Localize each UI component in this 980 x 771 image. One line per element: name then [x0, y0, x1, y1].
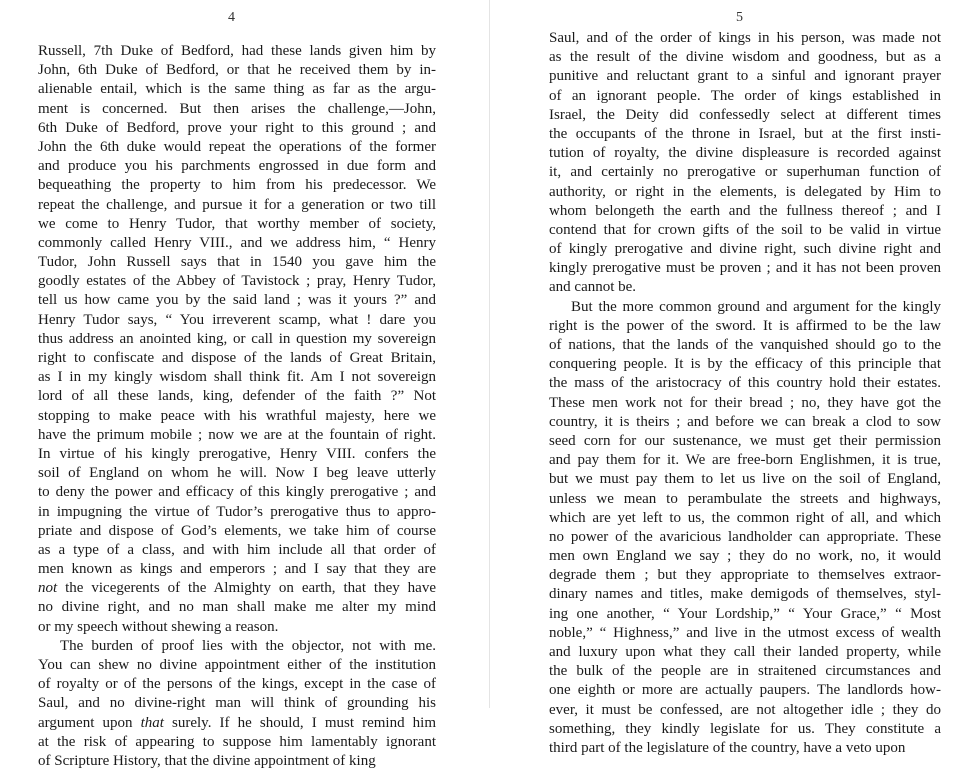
text-line: of Scripture History, that the divine appointment of king — [38, 752, 376, 769]
text-line: and pay them for it. We are free-born Englishmen, it is true, — [549, 452, 941, 469]
text-line: lord of all these lands, king, defender of the faith ?” Not — [38, 388, 436, 405]
text-line: Henry Tudor says, “ You irreverent scamp, what ! dare you — [38, 311, 436, 328]
text-line: repeat the challenge, and pursue it for a generation or two till — [38, 196, 436, 213]
line-text: the vicegerents of the Almighty on earth, that they have — [57, 580, 436, 597]
text-line: something, they kindly legislate for us. They constitute a — [549, 720, 941, 737]
text-line: Tudor, John Russell says that in 1540 you gave him the — [38, 254, 436, 271]
text-line: You can shew no divine appointment either of the institution — [38, 657, 436, 673]
text-line: The burden of proof lies with the objector, not with me. — [60, 637, 436, 654]
text-line: the occupants of the throne in Israel, but at the first insti- — [549, 125, 941, 142]
text-line: priate and dispose of God’s elements, we take him of course — [38, 522, 436, 539]
text-line: country, it is theirs ; and before we can break a clod to sow — [549, 413, 941, 430]
text-line: John, 6th Duke of Bedford, or that he received them by in- — [38, 62, 436, 79]
text-line: no power of the avaricious landholder can appropriate. These — [549, 528, 941, 545]
left-page — [0, 0, 490, 769]
text-line: 6th Duke of Bedford, prove your right to this ground ; and — [38, 119, 436, 136]
text-line: or my speech without shewing a reason. — [38, 618, 279, 635]
text-line: the mass of the aristocracy of this country hold their estates. — [549, 375, 941, 392]
left-page-text — [38, 42, 436, 771]
text-line: stopping to make peace with his wrathful majesty, here we — [38, 407, 436, 424]
line-text: surely. If he should, I must remind him — [163, 714, 436, 731]
text-line: unless we mean to perambulate the streets and highways, — [549, 490, 941, 507]
text-line: Saul, and no divine-right man will think of grounding his — [38, 695, 436, 712]
text-line: of royalty or of the persons of the kings, except in the case of — [38, 676, 436, 693]
text-line: of nations, that the lands of the vanquished should go to the — [549, 337, 941, 353]
text-line: punitive and reluctant grant to a sinful and ignorant prayer — [549, 68, 941, 85]
text-line: Saul, and of the order of kings in his person, was made not — [549, 30, 941, 46]
text-line: and produce you his parchments engrossed in due form and — [38, 158, 436, 175]
text-line: kingly prerogative must be proven ; and it has not been proven — [549, 260, 941, 277]
text-line: and luxury upon what they call their landed property, while — [549, 644, 941, 660]
page-number: 4 — [228, 10, 235, 25]
text-line: John the 6th duke would repeat the operations of the former — [38, 138, 436, 155]
text-line: noble,” “ Highness,” and live in the utmost excess of wealth — [549, 624, 941, 641]
right-page-text — [549, 29, 941, 758]
text-line: These men work not for their bread ; no, they have got the — [549, 394, 941, 411]
text-line: in impugning the virtue of Tudor’s prerogative thus to appro- — [38, 503, 436, 520]
text-line: right to confiscate and dispose of the lands of Great Britain, — [38, 350, 436, 366]
text-line: dinary names and titles, make demigods of themselves, styl- — [549, 586, 941, 603]
text-line: bequeathing the property to him from his predecessor. We — [38, 177, 436, 194]
text-line: but we must pay them to let us live on the soil of England, — [549, 471, 941, 488]
right-page — [490, 0, 980, 756]
emphasized-word: not — [38, 580, 58, 597]
text-line: Israel, the Deity did confessedly select at different times — [549, 106, 941, 123]
text-line: to deny the power and efficacy of this kingly prerogative ; and — [38, 484, 436, 501]
text-line: men known as kings and emperors ; and I say that they are — [38, 561, 436, 578]
text-line: ment is concerned. But then arises the challenge,—John, — [38, 100, 436, 117]
text-line: no divine right, and no man shall make me alter my mind — [38, 599, 436, 616]
text-line: ing one another, “ Your Lordship,” “ Your Grace,” “ Most — [549, 605, 941, 622]
text-line: of kingly prerogative and divine right, such divine right and — [549, 241, 941, 258]
text-line: it, and certainly no prerogative or superhuman function of — [549, 164, 941, 181]
text-line: third part of the legislature of the country, have a veto upon — [549, 739, 906, 756]
text-line — [38, 714, 436, 733]
text-line: goodly estates of the Abbey of Tavistock ; pray, Henry Tudor, — [38, 273, 436, 290]
text-line: ever, it must be confessed, are not altogether idle ; they do — [549, 701, 941, 718]
text-line: contend that for crown gifts of the soil to be valid in virtue — [549, 221, 941, 238]
emphasized-word: that — [140, 714, 164, 731]
text-line: of an ignorant people. The order of kings established in — [549, 87, 941, 104]
text-line: whom belongeth the earth and the fullness thereof ; and I — [549, 202, 941, 219]
text-line: as a type of a class, and with him include all that order of — [38, 541, 436, 558]
text-line: tell us how came you by the said land ; was it yours ?” and — [38, 292, 436, 309]
text-line: alienable entail, which is the same thing as far as the argu- — [38, 81, 436, 98]
text-line: one eighth or more are actually paupers. The landlords how- — [549, 682, 941, 699]
text-line: as I in my kingly wisdom shall think fit. Am I not sovereign — [38, 369, 436, 386]
text-line: tution of royalty, the divine displeasure is recorded against — [549, 145, 941, 162]
text-line: thus address an anointed king, or call in question my sovereign — [38, 330, 436, 347]
text-line: right is the power of the sword. It is affirmed to be the law — [549, 317, 941, 334]
text-line: have the primum mobile ; now we are at the fountain of right. — [38, 426, 436, 443]
text-line: authority, or right in the elements, is delegated by Him to — [549, 183, 941, 200]
text-line: degrade them ; but they appropriate to themselves extraor- — [549, 567, 941, 584]
page-number: 5 — [736, 10, 743, 25]
line-text: argument upon — [38, 714, 141, 731]
text-line: soil of England on whom he will. Now I beg leave utterly — [38, 465, 436, 482]
text-line: we come to Henry Tudor, that worthy member of society, — [38, 215, 436, 232]
text-line: men own England we say ; they do no work, no, it would — [549, 548, 941, 565]
text-line — [38, 579, 436, 598]
text-line: But the more common ground and argument for the kingly — [571, 298, 941, 315]
text-line: conquering people. It is by the efficacy of this principle that — [549, 356, 941, 373]
text-line: as the result of the divine wisdom and goodness, but as a — [549, 49, 941, 66]
text-line: In virtue of his kingly prerogative, Henry VIII. confers the — [38, 445, 436, 462]
text-line: Russell, 7th Duke of Bedford, had these lands given him by — [38, 43, 436, 59]
text-line: and cannot be. — [549, 279, 637, 296]
text-line: commonly called Henry VIII., and we address him, “ Henry — [38, 234, 436, 251]
text-line: seed corn for our sustenance, we must get their permission — [549, 432, 941, 449]
text-line: at the risk of appearing to suppose him lamentably ignorant — [38, 733, 436, 750]
text-line: which are yet left to us, the common right of all, and which — [549, 509, 941, 526]
text-line: the bulk of the people are in straitened circumstances and — [549, 663, 941, 680]
